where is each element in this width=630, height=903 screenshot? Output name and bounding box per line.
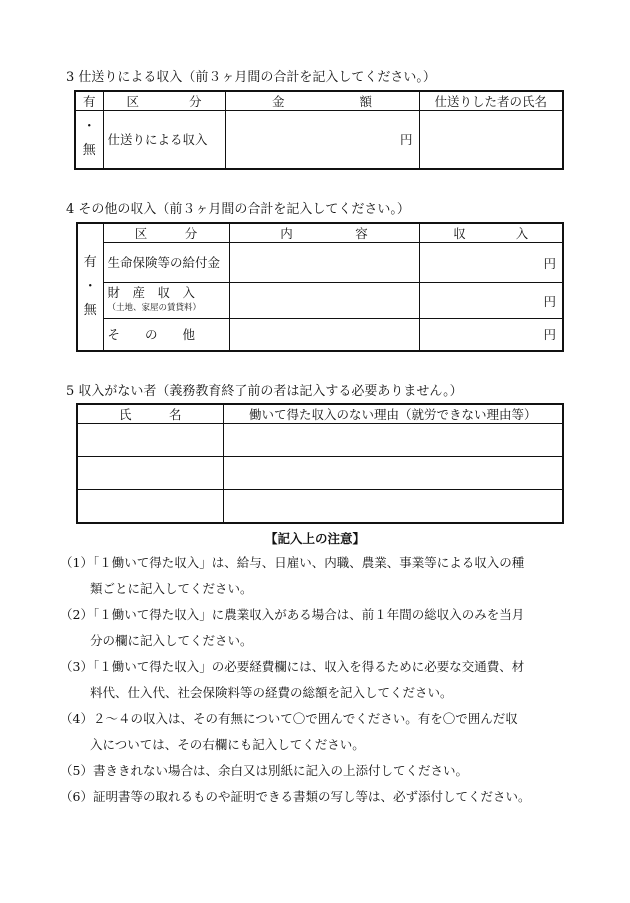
reason-header: 働いて得た収入のない理由（就労できない理由等） — [223, 404, 563, 424]
note-line1: ２～４の収入は、その有無について〇で囲んでください。有を〇で囲んだ収 — [92, 711, 518, 726]
umu-dot: ・ — [83, 278, 97, 294]
notes-list — [60, 550, 580, 810]
row-label: そ の 他 — [103, 319, 229, 351]
note-line2: 入については、その右欄にも記入してください。 — [90, 737, 365, 752]
section5-title: 5 収入がない者（義務教育終了前の者は記入する必要ありません。） — [66, 384, 463, 399]
umu-mu: 無 — [83, 302, 97, 318]
umu-header: 有 — [75, 91, 103, 111]
note-item — [60, 550, 580, 602]
reason-cell[interactable] — [223, 457, 563, 490]
yen-unit: 円 — [543, 327, 556, 343]
yen-unit: 円 — [543, 255, 556, 271]
notes-title: 【記入上の注意】 — [264, 531, 365, 546]
note-line1: 「１働いて得た収入」は、給与、日雇い、内職、農業、事業等による収入の種 — [92, 555, 525, 570]
note-line1: 「１働いて得た収入」の必要経費欄には、収入を得るために必要な交通費、材 — [92, 659, 525, 674]
yen-unit: 円 — [399, 132, 413, 148]
section4-title: 4 その他の収入（前３ヶ月間の合計を記入してください。） — [66, 202, 410, 217]
row-label-cell — [103, 283, 229, 319]
kubun-header: 区 分 — [103, 223, 229, 243]
section3-table — [74, 90, 564, 170]
shunyu-cell[interactable] — [419, 283, 563, 319]
shiokuri-label: 仕送りによる収入 — [103, 111, 225, 169]
note-item — [60, 654, 580, 706]
note-line2: 分の欄に記入してください。 — [90, 633, 253, 648]
sender-name-cell[interactable] — [419, 111, 563, 169]
note-item — [60, 602, 580, 654]
note-item — [60, 706, 580, 758]
note-line1: 書ききれない場合は、余白又は別紙に記入の上添付してください。 — [92, 763, 468, 778]
shunyu-cell[interactable] — [419, 319, 563, 351]
umu-cell[interactable] — [77, 223, 103, 351]
name-cell[interactable] — [77, 424, 223, 457]
note-number: （1） — [60, 555, 93, 570]
naiyo-cell[interactable] — [229, 319, 419, 351]
reason-cell[interactable] — [223, 424, 563, 457]
naiyo-cell[interactable] — [229, 283, 419, 319]
name-cell[interactable] — [77, 490, 223, 523]
note-item — [60, 784, 580, 810]
shiokuri-amount-cell[interactable] — [225, 111, 419, 169]
note-item — [60, 758, 580, 784]
note-line1: 証明書等の取れるものや証明できる書類の写し等は、必ず添付してください。 — [92, 789, 531, 804]
note-number: （4） — [60, 711, 93, 726]
umu-yu: 有 — [83, 254, 97, 270]
name-header: 氏 名 — [77, 404, 223, 424]
row-label: 財 産 収 入 — [107, 285, 196, 300]
kubun-header: 区 分 — [103, 91, 225, 111]
naiyo-header: 内 容 — [229, 223, 419, 243]
row-sublabel: （土地、家屋の賃貸料） — [107, 303, 202, 313]
note-line2: 類ごとに記入してください。 — [90, 581, 253, 596]
note-number: （6） — [60, 789, 93, 804]
shunyu-header: 収 入 — [419, 223, 563, 243]
note-line2: 料代、仕入代、社会保険料等の経費の総額を記入してください。 — [90, 685, 453, 700]
section4-table — [76, 222, 564, 352]
section3-title: 3 仕送りによる収入（前３ヶ月間の合計を記入してください。） — [66, 70, 436, 85]
umu-dot: ・ — [82, 119, 96, 135]
yen-unit: 円 — [543, 293, 556, 309]
naiyo-cell[interactable] — [229, 243, 419, 283]
umu-mu: 無 — [82, 143, 96, 159]
note-number: （5） — [60, 763, 93, 778]
name-cell[interactable] — [77, 457, 223, 490]
note-number: （3） — [60, 659, 93, 674]
reason-cell[interactable] — [223, 490, 563, 523]
note-number: （2） — [60, 607, 93, 622]
row-label: 生命保険等の給付金 — [103, 243, 229, 283]
shunyu-cell[interactable] — [419, 243, 563, 283]
section5-table — [76, 403, 564, 524]
sender-name-header: 仕送りした者の氏名 — [419, 91, 563, 111]
kingaku-header: 金 額 — [225, 91, 419, 111]
note-line1: 「１働いて得た収入」に農業収入がある場合は、前１年間の総収入のみを当月 — [92, 607, 525, 622]
umu-cell[interactable] — [75, 111, 103, 169]
